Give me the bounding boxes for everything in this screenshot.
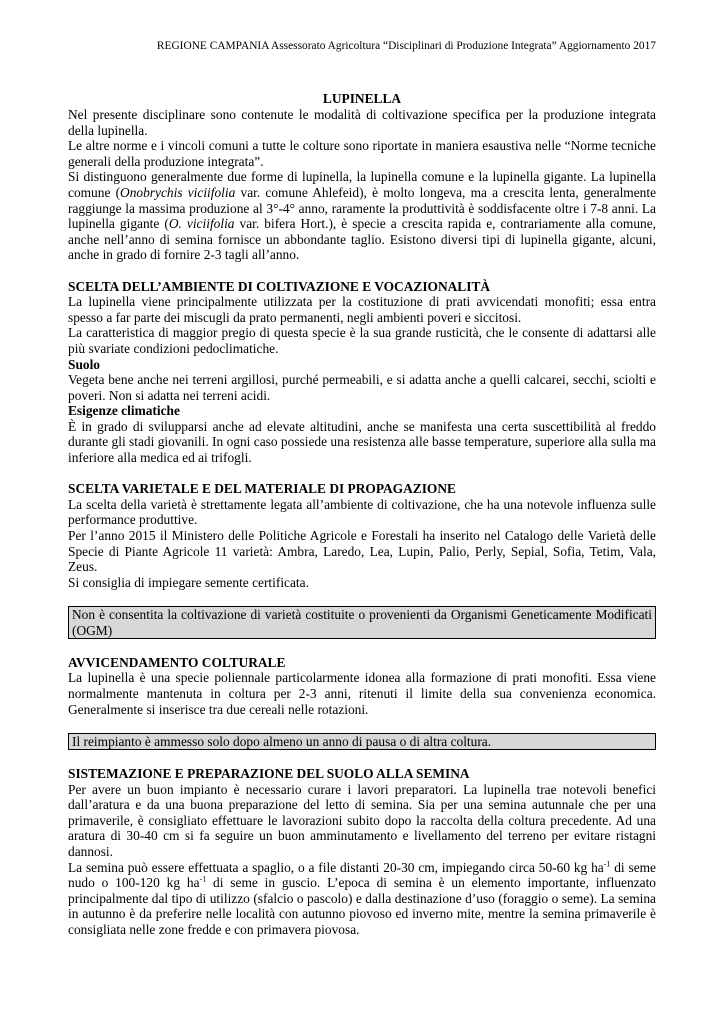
document-body <box>68 107 656 937</box>
running-header: REGIONE CAMPANIA Assessorato Agricoltura “Disciplinari di Produzione Integrata” Aggiornamento 2017 <box>156 40 656 52</box>
section-heading-avvicendamento: AVVICENDAMENTO COLTURALE <box>68 654 286 670</box>
superscript: -1 <box>603 859 611 869</box>
varieta-paragraph-1: La scelta della varietà è strettamente legata all’ambiente di coltivazione, che ha una notevole influenza sulle performance produttive. <box>68 496 656 528</box>
varieta-paragraph-3: Si consiglia di impiegare semente certificata. <box>68 574 309 590</box>
intro-text: var. bifera Hort.), è specie a crescita rapida e, contrariamente alla comune, anche nell’anno di semina fornisce un abbondante taglio. Esistono diversi tipi di lupinella gigante, alcuni, anche in grado di fornire 2-3 tagli all’anno. <box>68 216 656 263</box>
varieta-paragraph-2: Per l’anno 2015 il Ministero delle Politiche Agricole e Forestali ha inserito nel Catalogo delle Varietà delle Specie di Piante Agricole 11 varietà: Ambra, Laredo, Lea, Lupin, Palio, Perly, Sepial, Sofia, Tetim, Vala, Zeus. <box>68 528 656 575</box>
species-name: Onobrychis viciifolia <box>120 184 236 200</box>
document-title: LUPINELLA <box>322 91 402 106</box>
intro-paragraph-1: Nel presente disciplinare sono contenute le modalità di coltivazione specifica per la produzione integrata della lupinella. <box>68 107 656 138</box>
sistemazione-paragraph-2 <box>68 860 656 938</box>
suolo-paragraph: Vegeta bene anche nei terreni argillosi, purché permeabili, e si adatta anche a quelli calcarei, secchi, sciolti e poveri. Non si adatta nei terreni acidi. <box>68 372 656 403</box>
intro-text: Si distinguono generalmente due forme di lupinella, la lupinella comune e la lupinella gigante. La lupinella comune ( <box>68 169 656 200</box>
ambiente-paragraph-1: La lupinella viene principalmente utilizzata per la costituzione di prati avvicendati monofiti; essa entra spesso a far parte dei miscugli da prato permanenti, negli ambienti poveri e siccitosi. <box>68 294 656 325</box>
avvicendamento-paragraph: La lupinella è una specie poliennale particolarmente idonea alla formazione di prati monofiti. Essa viene normalmente mantenuta in coltura per 2-3 anni, ritenuti il limite della sua convenienza economica. Generalmente si inserisce tra due cereali nelle rotazioni. <box>68 670 656 717</box>
section-heading-varieta: SCELTA VARIETALE E DEL MATERIALE DI PROPAGAZIONE <box>68 481 456 497</box>
species-name: O. viciifolia <box>168 216 235 232</box>
ambiente-paragraph-2: La caratteristica di maggior pregio di questa specie è la sua grande rusticità, che le consente di adattarsi alle più svariate condizioni pedoclimatiche. <box>68 325 656 356</box>
intro-text: var. comune Ahlefeid), è molto longeva, ma a crescita lenta, generalmente raggiunge la massima produzione al 3°-4° anno, raramente la produttività è soddisfacente oltre i 7-8 anni. La lupinella gigante ( <box>68 184 657 232</box>
semina-text: di seme in guscio. L’epoca di semina è un elemento importante, influenzato principalmente dal tipo di utilizzo (sfalcio o pascolo) e dalla destinazione d’uso (foraggio o seme). La semina in autunno è da preferire nelle località con autunno piovoso ed inverno mite, mentre la semina primaverile è consigliata nelle zone fredde e con primavera piovosa. <box>68 875 656 937</box>
semina-text: La semina può essere effettuata a spaglio, o a file distanti 20-30 cm, impiegando circa 50-60 kg ha <box>68 859 604 875</box>
superscript: -1 <box>199 874 207 884</box>
section-heading-sistemazione: SISTEMAZIONE E PREPARAZIONE DEL SUOLO ALLA SEMINA <box>68 765 470 781</box>
sistemazione-paragraph-1: Per avere un buon impianto è necessario curare i lavori preparatori. La lupinella trae notevoli benefici dall’aratura e da una buona preparazione del letto di semina. Sia per una semina autunnale che per una primaverile, è consigliato effettuare le lavorazioni subito dopo la raccolta della coltura precedente. Ad una aratura di 30-40 cm si fa seguire un buon amminutamento e livellamento del terreno per evitare ristagni dannosi. <box>68 781 656 859</box>
subheading-esigenze-climatiche: Esigenze climatiche <box>68 403 180 419</box>
clima-paragraph: È in grado di svilupparsi anche ad elevate altitudini, anche se manifesta una certa suscettibilità al freddo durante gli stadi giovanili. In ogni caso possiede una resistenza alle basse temperature, superiore alla sulla ma inferiore alla medica ed ai trifogli. <box>68 418 656 466</box>
subheading-suolo: Suolo <box>68 356 101 372</box>
intro-paragraph-3 <box>68 169 656 263</box>
ogm-note-box: Non è consentita la coltivazione di varietà costituite o provenienti da Organismi Geneticamente Modificati (OGM) <box>68 606 656 639</box>
reimpianto-note-box: Il reimpianto è ammesso solo dopo almeno un anno di pausa o di altra coltura. <box>68 733 656 751</box>
semina-text: di seme nudo o 100-120 kg ha <box>68 859 656 891</box>
intro-paragraph-2: Le altre norme e i vincoli comuni a tutte le colture sono riportate in maniera esaustiva nelle “Norme tecniche generali della produzione integrata”. <box>68 138 656 169</box>
section-heading-ambiente: SCELTA DELL’AMBIENTE DI COLTIVAZIONE E VOCAZIONALITÀ <box>68 278 491 294</box>
